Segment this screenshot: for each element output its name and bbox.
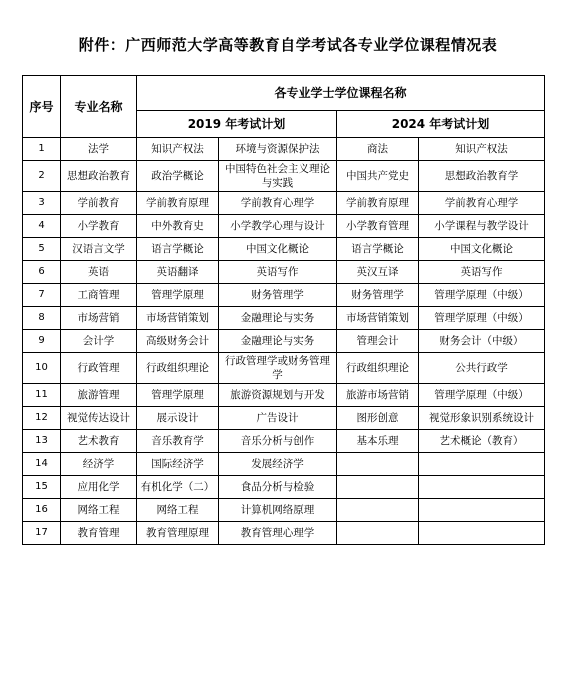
table-row [23,353,545,384]
row-major: 行政管理 [61,353,137,384]
row-course-2024-a: 英汉互译 [337,261,419,284]
row-course-2019-b: 金融理论与实务 [219,330,337,353]
row-course-2024-a [337,499,419,522]
table-row [23,476,545,499]
header-plan-2024: 2024 年考试计划 [337,111,545,138]
table-row [23,215,545,238]
row-course-2019-a: 音乐教育学 [137,430,219,453]
row-index: 12 [23,407,61,430]
row-course-2019-b: 学前教育心理学 [219,192,337,215]
header-index: 序号 [23,76,61,138]
row-course-2024-b: 知识产权法 [419,138,545,161]
row-course-2024-b: 管理学原理（中级） [419,284,545,307]
row-course-2024-b [419,453,545,476]
row-index: 2 [23,161,61,192]
header-row [23,76,545,111]
row-major: 会计学 [61,330,137,353]
row-course-2024-b [419,522,545,545]
row-course-2019-a: 有机化学（二） [137,476,219,499]
row-course-2019-b: 广告设计 [219,407,337,430]
row-course-2024-b: 学前教育心理学 [419,192,545,215]
row-major: 艺术教育 [61,430,137,453]
row-course-2019-a: 学前教育原理 [137,192,219,215]
row-course-2024-a: 图形创意 [337,407,419,430]
table-row [23,499,545,522]
row-index: 11 [23,384,61,407]
row-course-2019-a: 市场营销策划 [137,307,219,330]
row-major: 汉语言文学 [61,238,137,261]
row-course-2019-b: 旅游资源规划与开发 [219,384,337,407]
row-course-2024-b: 视觉形象识别系统设计 [419,407,545,430]
table-row [23,430,545,453]
row-course-2019-a: 教育管理原理 [137,522,219,545]
row-course-2019-a: 中外教育史 [137,215,219,238]
row-course-2019-a: 展示设计 [137,407,219,430]
row-index: 16 [23,499,61,522]
row-course-2024-b: 小学课程与教学设计 [419,215,545,238]
row-index: 6 [23,261,61,284]
row-course-2024-a [337,453,419,476]
row-course-2024-a: 学前教育原理 [337,192,419,215]
row-course-2019-a: 网络工程 [137,499,219,522]
row-course-2024-a: 中国共产党史 [337,161,419,192]
row-index: 8 [23,307,61,330]
row-course-2019-b: 计算机网络原理 [219,499,337,522]
row-course-2024-a: 基本乐理 [337,430,419,453]
row-major: 视觉传达设计 [61,407,137,430]
page-title: 附件：广西师范大学高等教育自学考试各专业学位课程情况表 [78,36,498,54]
row-course-2024-a [337,476,419,499]
row-major: 应用化学 [61,476,137,499]
row-course-2024-a: 市场营销策划 [337,307,419,330]
row-index: 10 [23,353,61,384]
row-major: 经济学 [61,453,137,476]
row-course-2024-a: 旅游市场营销 [337,384,419,407]
row-course-2024-a: 财务管理学 [337,284,419,307]
row-major: 学前教育 [61,192,137,215]
row-course-2019-b: 英语写作 [219,261,337,284]
row-course-2024-a: 商法 [337,138,419,161]
table-row [23,407,545,430]
row-course-2024-a: 小学教育管理 [337,215,419,238]
row-course-2024-a: 语言学概论 [337,238,419,261]
row-index: 5 [23,238,61,261]
row-course-2019-a: 行政组织理论 [137,353,219,384]
row-index: 13 [23,430,61,453]
row-course-2024-a: 管理会计 [337,330,419,353]
table-row [23,522,545,545]
row-course-2019-b: 行政管理学或财务管理学 [219,353,337,384]
row-index: 17 [23,522,61,545]
row-course-2024-b: 思想政治教育学 [419,161,545,192]
row-course-2019-a: 政治学概论 [137,161,219,192]
row-course-2019-a: 国际经济学 [137,453,219,476]
row-major: 网络工程 [61,499,137,522]
table-row [23,307,545,330]
row-course-2019-a: 知识产权法 [137,138,219,161]
table-row [23,192,545,215]
row-course-2024-b: 公共行政学 [419,353,545,384]
row-major: 法学 [61,138,137,161]
header-major: 专业名称 [61,76,137,138]
row-course-2019-a: 管理学原理 [137,384,219,407]
row-course-2019-b: 中国文化概论 [219,238,337,261]
row-course-2019-b: 金融理论与实务 [219,307,337,330]
table-row [23,161,545,192]
row-course-2019-b: 教育管理心理学 [219,522,337,545]
row-course-2024-b: 艺术概论（教育） [419,430,545,453]
row-course-2024-a [337,522,419,545]
row-course-2019-a: 高级财务会计 [137,330,219,353]
row-course-2024-b: 英语写作 [419,261,545,284]
row-course-2019-b: 音乐分析与创作 [219,430,337,453]
row-course-2024-b [419,476,545,499]
table-row [23,261,545,284]
row-index: 3 [23,192,61,215]
row-index: 9 [23,330,61,353]
row-course-2024-b [419,499,545,522]
row-course-2024-b: 中国文化概论 [419,238,545,261]
row-course-2024-b: 财务会计（中级） [419,330,545,353]
table-row [23,453,545,476]
row-course-2019-b: 小学教学心理与设计 [219,215,337,238]
row-index: 14 [23,453,61,476]
table-row [23,330,545,353]
row-index: 1 [23,138,61,161]
table-row [23,384,545,407]
row-major: 英语 [61,261,137,284]
row-major: 市场营销 [61,307,137,330]
row-course-2024-a: 行政组织理论 [337,353,419,384]
table-row [23,138,545,161]
row-course-2024-b: 管理学原理（中级） [419,307,545,330]
row-course-2019-b: 发展经济学 [219,453,337,476]
course-table [22,75,545,545]
row-course-2024-b: 管理学原理（中级） [419,384,545,407]
table-row [23,238,545,261]
row-course-2019-b: 中国特色社会主义理论与实践 [219,161,337,192]
row-major: 旅游管理 [61,384,137,407]
row-major: 小学教育 [61,215,137,238]
row-course-2019-a: 管理学原理 [137,284,219,307]
row-major: 工商管理 [61,284,137,307]
table-row [23,284,545,307]
row-course-2019-b: 财务管理学 [219,284,337,307]
row-index: 4 [23,215,61,238]
row-course-2019-a: 英语翻译 [137,261,219,284]
row-course-2019-b: 环境与资源保护法 [219,138,337,161]
header-plan-2019: 2019 年考试计划 [137,111,337,138]
header-courses: 各专业学士学位课程名称 [137,76,545,111]
row-major: 教育管理 [61,522,137,545]
row-course-2019-b: 食品分析与检验 [219,476,337,499]
row-index: 7 [23,284,61,307]
row-course-2019-a: 语言学概论 [137,238,219,261]
row-index: 15 [23,476,61,499]
row-major: 思想政治教育 [61,161,137,192]
